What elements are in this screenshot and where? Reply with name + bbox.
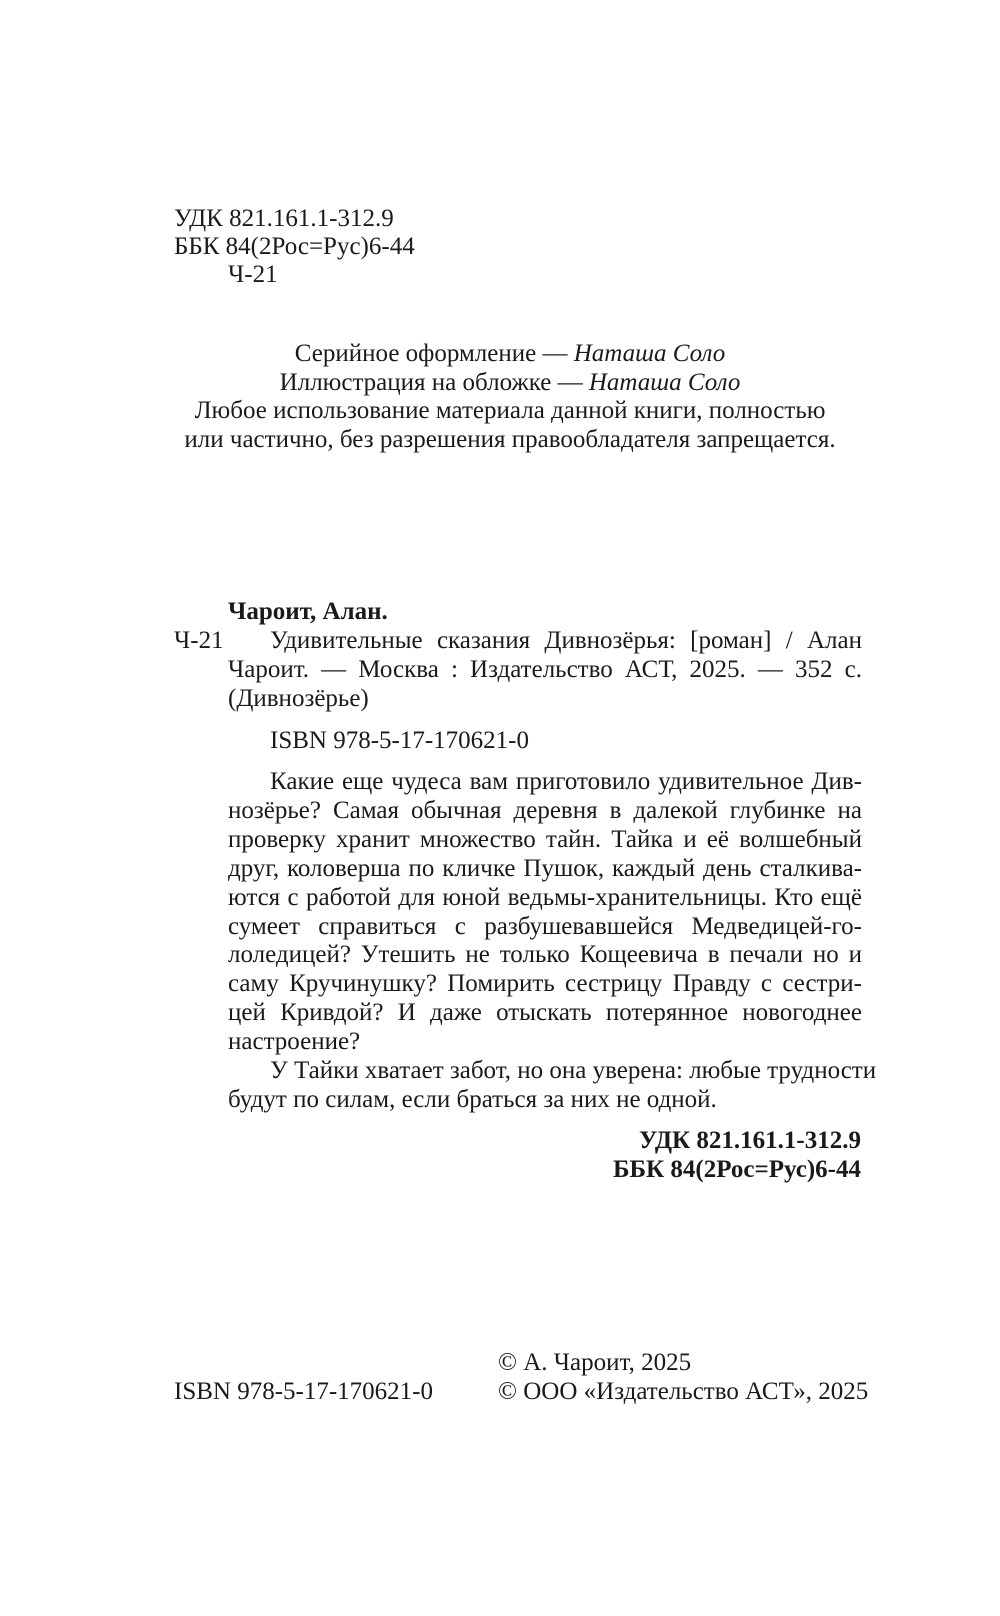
description-line: ются с работой для юной ведьмы-хранительницы. Кто ещё xyxy=(228,883,862,911)
author-heading: Чароит, Алан. xyxy=(228,598,388,625)
copyright-notice-line-2: или частично, без разрешения правообладателя запрещается. xyxy=(184,425,836,453)
catalog-author-mark: Ч-21 xyxy=(174,627,224,654)
description-line: настроение? xyxy=(228,1028,361,1056)
cover-illustrator-name: Наташа Соло xyxy=(588,368,741,396)
catalog-title-line-1: Удивительные сказания Дивнозёрья: [роман] / Алан xyxy=(270,627,862,654)
footer-isbn: ISBN 978-5-17-170621-0 xyxy=(174,1378,434,1405)
series-design-credit: Серийное оформление — Наташа Соло xyxy=(294,340,726,367)
description-line: будут по силам, если браться за них не одной. xyxy=(228,1085,717,1113)
description-line: Какие еще чудеса вам приготовило удивительное Див- xyxy=(270,768,862,795)
udk-code: УДК 821.161.1-312.9 xyxy=(174,205,394,232)
catalog-series: (Дивнозёрье) xyxy=(228,685,369,712)
udk-code-bold: УДК 821.161.1-312.9 xyxy=(639,1127,861,1154)
copyright-author: © А. Чароит, 2025 xyxy=(498,1349,692,1376)
copyright-notice-line-1: Любое использование материала данной книги, полностью xyxy=(194,397,826,424)
copyright-publisher: © ООО «Издательство АСТ», 2025 xyxy=(498,1378,869,1405)
description-line: У Тайки хватает забот, но она уверена: любые трудности xyxy=(270,1057,877,1085)
description-line: саму Кручинушку? Помирить сестрицу Правду с сестри- xyxy=(228,970,862,998)
bbk-code: ББК 84(2Рос=Рус)6-44 xyxy=(174,233,415,260)
author-mark: Ч-21 xyxy=(228,261,278,288)
description-line: нозёрье? Самая обычная деревня в далекой глубинке на xyxy=(228,796,862,824)
bbk-code-bold: ББК 84(2Рос=Рус)6-44 xyxy=(613,1156,861,1183)
catalog-title-line-2: Чароит. — Москва : Издательство АСТ, 2025. — 352 с. xyxy=(228,656,862,683)
description-line: проверку хранит множество тайн. Тайка и её волшебный xyxy=(228,825,862,853)
credits-block xyxy=(150,340,870,454)
catalog-isbn: ISBN 978-5-17-170621-0 xyxy=(270,727,530,754)
series-designer-name: Наташа Соло xyxy=(573,340,726,367)
description-line: лоледицей? Утешить не только Кощеевича в печали но и xyxy=(228,941,862,969)
description xyxy=(228,768,877,1115)
description-line: цей Кривдой? И даже отыскать потерянное новогоднее xyxy=(228,999,862,1027)
cover-illustration-credit: Иллюстрация на обложке — Наташа Соло xyxy=(279,368,741,396)
description-line: сумеет справиться с разбушевавшейся Медведицей-го- xyxy=(228,912,862,940)
description-line: друг, коловерша по кличке Пушок, каждый день сталкива- xyxy=(228,854,862,882)
